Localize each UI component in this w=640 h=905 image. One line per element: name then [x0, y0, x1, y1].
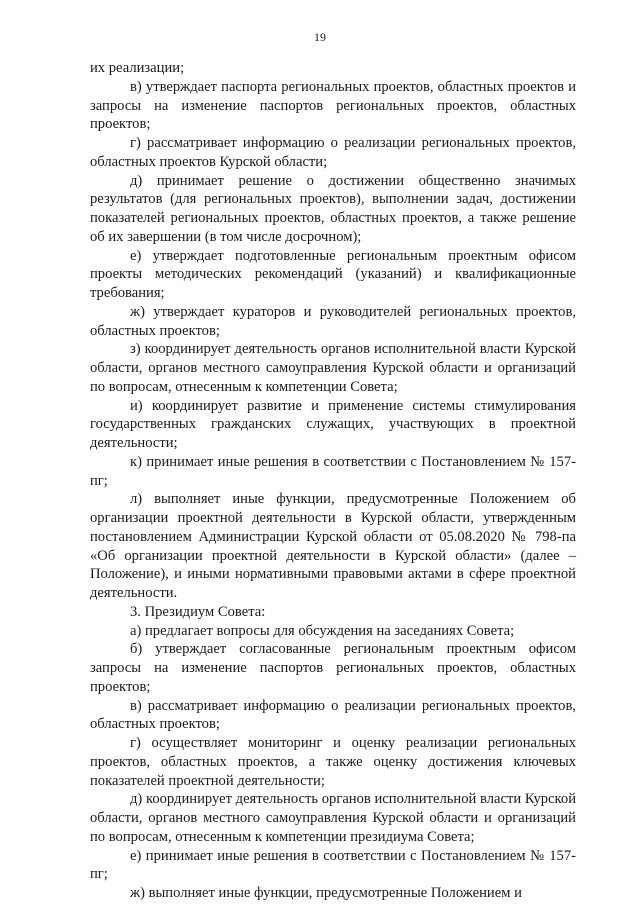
section-heading-presidium: 3. Президиум Совета:	[130, 603, 266, 620]
paragraph-continuation: их реализации;	[90, 60, 185, 76]
paragraph-presidium-v: в) рассматривает информацию о реализации региональных проектов, областных проектов;	[90, 697, 576, 733]
paragraph-item-z: з) координирует деятельность органов исполнительной власти Курской области, органов местного самоуправления Курской области и организаций по вопросам, отнесенным к компетенции Совета;	[90, 341, 576, 395]
paragraph-presidium-a: а) предлагает вопросы для обсуждения на заседаниях Совета;	[130, 622, 515, 639]
paragraph-presidium-g: г) осуществляет мониторинг и оценку реализации региональных проектов, областных проектов, а также оценку достижения ключевых показателей проектной деятельности;	[90, 735, 576, 789]
paragraph-item-l: л) выполняет иные функции, предусмотренные Положением об организации проектной деятельности в Курской области, утвержденным постановлением Администрации Курской области от 05.08.2020 № 798-па «Об организации проектной деятельности в Курской области» (далее – Положение), и иными нормативными правовыми актами в сфере проектной деятельности.	[90, 491, 576, 601]
paragraph-presidium-d: д) координирует деятельность органов исполнительной власти Курской области, органов местного самоуправления Курской области и организаций по вопросам, отнесенным к компетенции президиума Совета;	[90, 791, 576, 845]
paragraph-item-g: г) рассматривает информацию о реализации региональных проектов, областных проектов Курской области;	[90, 135, 576, 170]
paragraph-presidium-zh: ж) выполняет иные функции, предусмотренные Положением и	[130, 885, 522, 901]
paragraph-presidium-b: б) утверждает согласованные региональным проектным офисом запросы на изменение паспортов региональных проектов, областных проектов;	[90, 641, 576, 695]
paragraph-presidium-e: е) принимает иные решения в соответствии с Постановлением № 157-пг;	[90, 847, 576, 883]
paragraph-item-k: к) принимает иные решения в соответствии с Постановлением № 157-пг;	[90, 453, 576, 489]
document-body	[90, 59, 576, 903]
paragraph-item-i: и) координирует развитие и применение системы стимулирования государственных гражданских служащих, участвующих в проектной деятельности;	[90, 397, 576, 451]
paragraph-item-zh: ж) утверждает кураторов и руководителей региональных проектов, областных проектов;	[90, 303, 576, 339]
page-number: 19	[314, 30, 326, 44]
paragraph-item-d: д) принимает решение о достижении общественно значимых результатов (для региональных проектов), выполнении задач, достижении показателей региональных проектов, областных проектов, а также решение об их завершении (в том числе досрочном);	[90, 172, 576, 245]
paragraph-item-v: в) утверждает паспорта региональных проектов, областных проектов и запросы на изменение паспортов региональных проектов, областных проектов;	[90, 78, 576, 133]
paragraph-item-e: е) утверждает подготовленные региональным проектным офисом проекты методических рекомендаций (указаний) и квалификационные требования;	[90, 247, 576, 301]
